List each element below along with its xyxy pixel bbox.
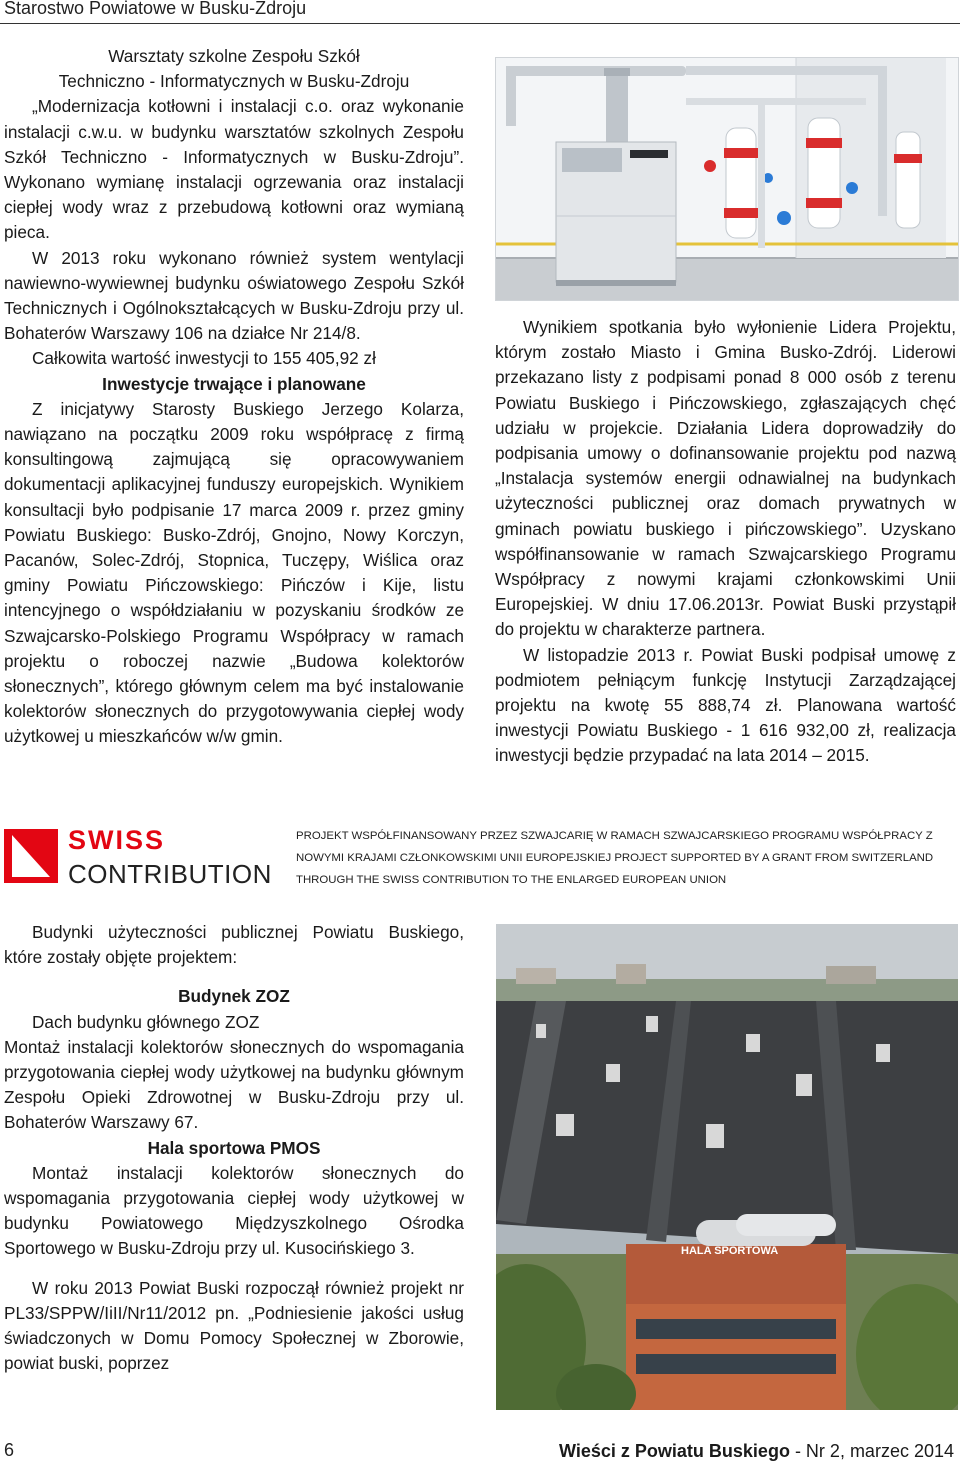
spacer bbox=[4, 1262, 464, 1276]
boiler-room-illustration bbox=[496, 58, 958, 300]
paragraph-zoz: Montaż instalacji kolektorów słonecznych do wspomagania przygotowania ciepłej wody użytkowej na budynku głównym Zespołu Opieki Zdrowotnej w Busku-Zdroju przy ul. Bohaterów Warszawy 67. bbox=[4, 1036, 464, 1133]
investment-total: Całkowita wartość inwestycji to 155 405,92 zł bbox=[32, 348, 376, 369]
subheading-zoz-roof: Dach budynku głównego ZOZ bbox=[32, 1011, 260, 1032]
publication-title: Wieści z Powiatu Buskiego bbox=[559, 1441, 790, 1461]
article-title-line1: Warsztaty szkolne Zespołu Szkół bbox=[108, 46, 360, 66]
sports-hall-illustration bbox=[496, 924, 958, 1410]
running-header: Starostwo Powiatowe w Busku-Zdroju bbox=[4, 0, 307, 18]
paragraph-pmos: Montaż instalacji kolektorów słonecznych do wspomagania przygotowania ciepłej wody użytkowej w budynku Powiatowego Międzyszkolnego Ośrodka Sportowego w Busku-Zdroju przy ul. Kusocińskiego 3. bbox=[4, 1162, 464, 1259]
logo-word-contribution: CONTRIBUTION bbox=[68, 859, 272, 889]
heading-pmos: Hala sportowa PMOS bbox=[147, 1137, 321, 1158]
swiss-flag-icon bbox=[4, 829, 58, 883]
article-column-right-top bbox=[495, 315, 956, 769]
paragraph-agreement: W listopadzie 2013 r. Powiat Buski podpisał umowę z podmiotem pełniącym funkcję Instytucji Zarządzającej projektu na kwotę 55 888,74 zł. Planowana wartość inwestycji Powiatu Buskiego - 1 616 932,00 zł, realizacja inwestycji będzie przypadać na lata 2014 – 2015. bbox=[495, 644, 956, 766]
logo-word-swiss: SWISS bbox=[68, 825, 166, 855]
article-column-left-bottom bbox=[4, 920, 464, 1376]
funding-note: PROJEKT WSPÓŁFINANSOWANY PRZEZ SZWAJCARIĘ W RAMACH SZWAJCARSKIEGO PROGRAMU WSPÓŁPRACY Z NOWYMI KRAJAMI CZŁONKOWSKIMI UNII EUROPEJSKIEJ PROJECT SUPPORTED BY A GRANT FROM SWITZERLAND THROUGH THE SWISS CONTRIBUTION TO THE ENLARGED EUROPEAN UNION bbox=[296, 830, 934, 886]
boiler-room-photo bbox=[495, 57, 959, 301]
header-rule bbox=[0, 23, 960, 24]
heading-zoz: Budynek ZOZ bbox=[178, 986, 290, 1007]
spacer bbox=[4, 970, 464, 984]
roof-sign-text: HALA SPORTOWA bbox=[681, 1245, 779, 1257]
swiss-contribution-logo bbox=[4, 825, 274, 891]
paragraph-dps-project: W roku 2013 Powiat Buski rozpoczął również projekt nr PL33/SPPW/IiII/Nr11/2012 pn. „Podniesienie jakości usług świadczonych w Domu Pomocy Społecznej w Zborowie, powiat buski, poprzez bbox=[4, 1277, 464, 1374]
paragraph-initiative: Z inicjatywy Starosty Buskiego Jerzego Kolarza, nawiązano na początku 2009 roku współpracę z firmą konsultingową zajmującą się opracowywaniem dokumentacji aplikacyjnej funduszy europejskich. Wynikiem konsultacji było podpisanie 17 marca 2009 r. przez gminy Powiatu Buskiego: Busko-Zdrój, Gnojno, Nowy Korczyn, Pacanów, Solec-Zdrój, Stopnica, Tuczępy, Wiślica oraz gminy Powiatu Pińczowskiego: Pińczów i Kije, listu intencyjnego o współdziałaniu w pozyskaniu środków ze Szwajcarsko-Polskiego Programu Współpracy w ramach projektu o roboczej nazwie „Budowa kolektorów słonecznych”, którego głównym celem ma być instalowanie kolektorów słonecznych do przygotowywania ciepłej wody użytkowej u mieszkańców w/w gmin. bbox=[4, 398, 464, 747]
paragraph-buildings-intro: Budynki użyteczności publicznej Powiatu Buskiego, które zostały objęte projektem: bbox=[4, 922, 464, 968]
page-number: 6 bbox=[4, 1440, 15, 1460]
paragraph-project-leader: Wynikiem spotkania było wyłonienie Lidera Projektu, którym zostało Miasto i Gmina Busko-Zdrój. Liderowi przekazano listy z podpisami ponad 8 000 osób z terenu Powiatu Buskiego i Pińczowskiego, zgłaszających chęć udziału w projekcie. Działania Lidera doprowadziły do podpisania umowy o dofinansowanie projektu pod nazwą „Instalacja systemów energii odnawialnej na budynkach użyteczności publicznej oraz domach prywatnych w gminach powiatu buskiego i pińczowskiego”. Uzyskano współfinansowanie w ramach Szwajcarskiego Programu Współpracy z nowymi krajami członkowskimi Unii Europejskiej. W dniu 17.06.2013r. Powiat Buski przystąpił do projektu w charakterze partnera. bbox=[495, 317, 956, 640]
paragraph-ventilation: W 2013 roku wykonano również system wentylacji nawiewno-wywiewnej budynku oświatowego Zespołu Szkół Technicznych i Ogólnokształcących w Busku-Zdroju przy ul. Bohaterów Warszawy 106 na działce Nr 214/8. bbox=[4, 247, 464, 344]
article-column-left-top bbox=[4, 44, 464, 750]
article-title-line2: Techniczno - Informatycznych w Busku-Zdroju bbox=[58, 71, 410, 92]
sports-hall-rooftop-photo bbox=[496, 924, 958, 1410]
paragraph-modernization: „Modernizacja kotłowni i instalacji c.o. oraz wykonanie instalacji c.w.u. w budynku warsztatów szkolnych Zespołu Szkół Techniczno - Informatycznych w Busku-Zdroju”. Wykonano wymianę instalacji ogrzewania oraz instalacji ciepłej wody wraz z przebudową kotłowni oraz wymianą pieca. bbox=[4, 96, 464, 243]
issue-info: - Nr 2, marzec 2014 bbox=[789, 1441, 954, 1461]
footer-publication bbox=[559, 1441, 954, 1462]
section-heading: Inwestycje trwające i planowane bbox=[102, 373, 366, 394]
